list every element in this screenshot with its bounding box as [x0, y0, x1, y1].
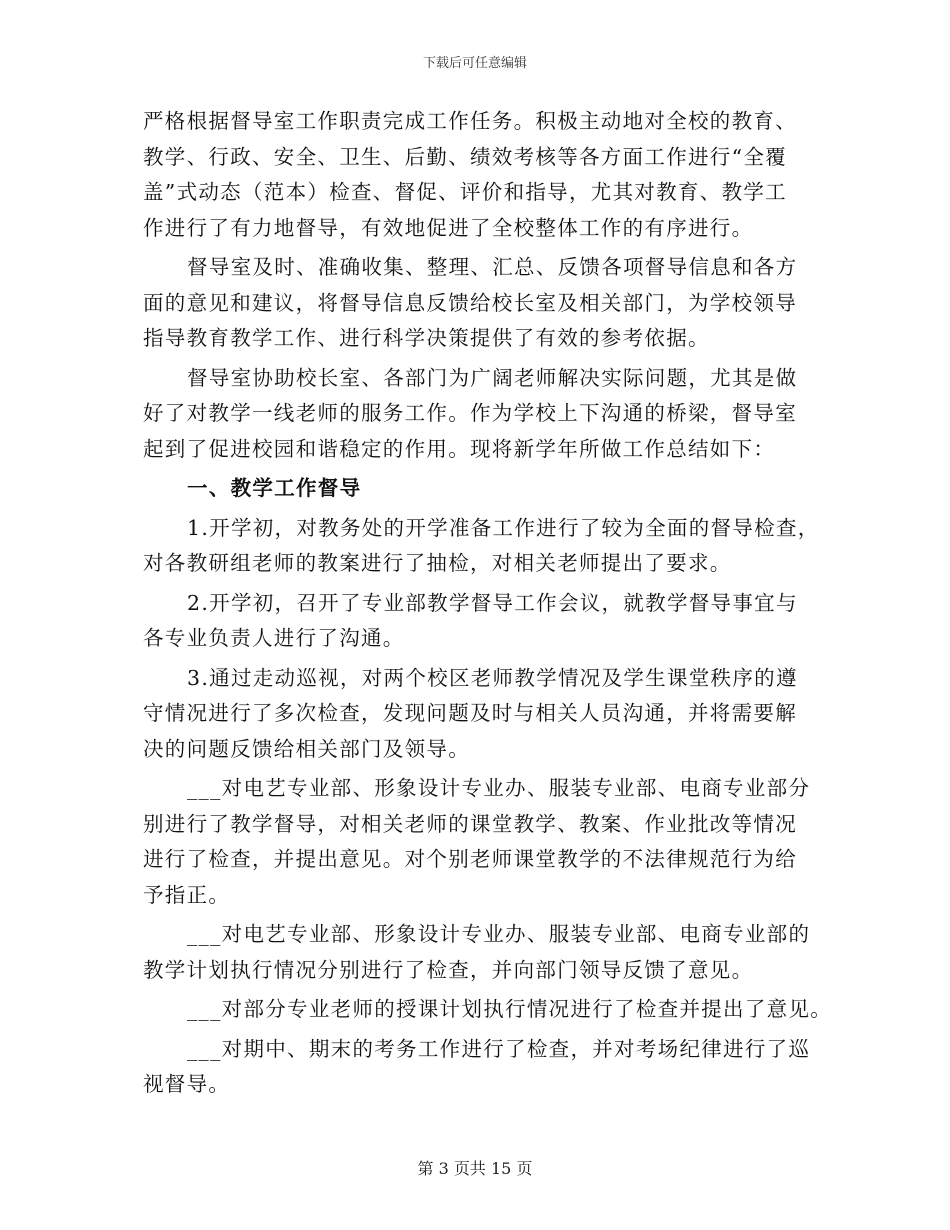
page-header: 下载后可任意编辑	[422, 56, 527, 71]
text-line: 面的意见和建议，将督导信息反馈给校长室及相关部门，为学校领导	[143, 290, 797, 315]
heading-text: 一、教学工作督导	[187, 476, 362, 500]
text-line: 好了对教学一线老师的服务工作。作为学校上下沟通的桥梁，督导室	[143, 401, 797, 425]
paragraph	[143, 104, 815, 246]
paragraph	[143, 250, 815, 357]
text-line: ___对期中、期末的考务工作进行了检查，并对考场纪律进行了巡	[187, 1036, 811, 1061]
text-line: 守情况进行了多次检查，发现问题及时与相关人员沟通，并将需要解	[143, 701, 797, 725]
text-line: 指导教育教学工作、进行科学决策提供了有效的参考依据。	[143, 326, 710, 350]
text-line: 3.通过走动巡视，对两个校区老师教学情况及学生课堂秩序的遵	[187, 665, 798, 690]
text-line: 决的问题反馈给相关部门及领导。	[143, 736, 470, 761]
text-line: ___对部分专业老师的授课计划执行情况进行了检查并提出了意见。	[187, 997, 833, 1021]
text-line: 盖”式动态（范本）检查、督促、评价和指导，尤其对教育、教学工	[143, 180, 787, 204]
paragraph	[143, 586, 815, 657]
text-line: 作进行了有力地督导，有效地促进了全校整体工作的有序进行。	[143, 215, 754, 240]
paragraph	[143, 771, 815, 913]
text-line: 予指正。	[143, 882, 231, 907]
text-line: 进行了检查，并提出意见。对个别老师课堂教学的不法律规范行为给	[143, 847, 797, 871]
text-line: 1.开学初，对教务处的开学准备工作进行了较为全面的督导检查，	[187, 515, 820, 540]
paragraph	[143, 361, 815, 468]
text-line: 各专业负责人进行了沟通。	[143, 626, 405, 650]
text-line: 起到了促进校园和谐稳定的作用。现将新学年所做工作总结如下：	[143, 436, 776, 461]
text-line: 督导室及时、准确收集、整理、汇总、反馈各项督导信息和各方	[187, 255, 798, 279]
text-line: 教学计划执行情况分别进行了检查，并向部门领导反馈了意见。	[143, 957, 754, 982]
section-heading	[143, 471, 815, 507]
paragraph	[143, 1032, 815, 1103]
text-line: 视督导。	[143, 1072, 231, 1096]
paragraph	[143, 992, 833, 1028]
text-line: ___对电艺专业部、形象设计专业办、服装专业部、电商专业部的	[187, 922, 811, 946]
paragraph	[143, 661, 815, 768]
text-line: 2.开学初，召开了专业部教学督导工作会议，就教学督导事宜与	[187, 590, 798, 615]
text-line: 督导室协助校长室、各部门为广阔老师解决实际问题，尤其是做	[187, 365, 798, 390]
document-body	[143, 104, 833, 1103]
text-line: ___对电艺专业部、形象设计专业办、服装专业部、电商专业部分	[187, 776, 811, 800]
page-footer: 第 3 页共 15 页	[417, 1159, 533, 1178]
text-line: 教学、行政、安全、卫生、后勤、绩效考核等各方面工作进行“全覆	[143, 144, 787, 169]
text-line: 严格根据督导室工作职责完成工作任务。积极主动地对全校的教育、	[143, 109, 797, 133]
text-line: 对各教研组老师的教案进行了抽检，对相关老师提出了要求。	[143, 551, 732, 575]
paragraph	[143, 511, 820, 582]
paragraph	[143, 917, 815, 988]
text-line: 别进行了教学督导，对相关老师的课堂教学、教案、作业批改等情况	[143, 811, 797, 836]
